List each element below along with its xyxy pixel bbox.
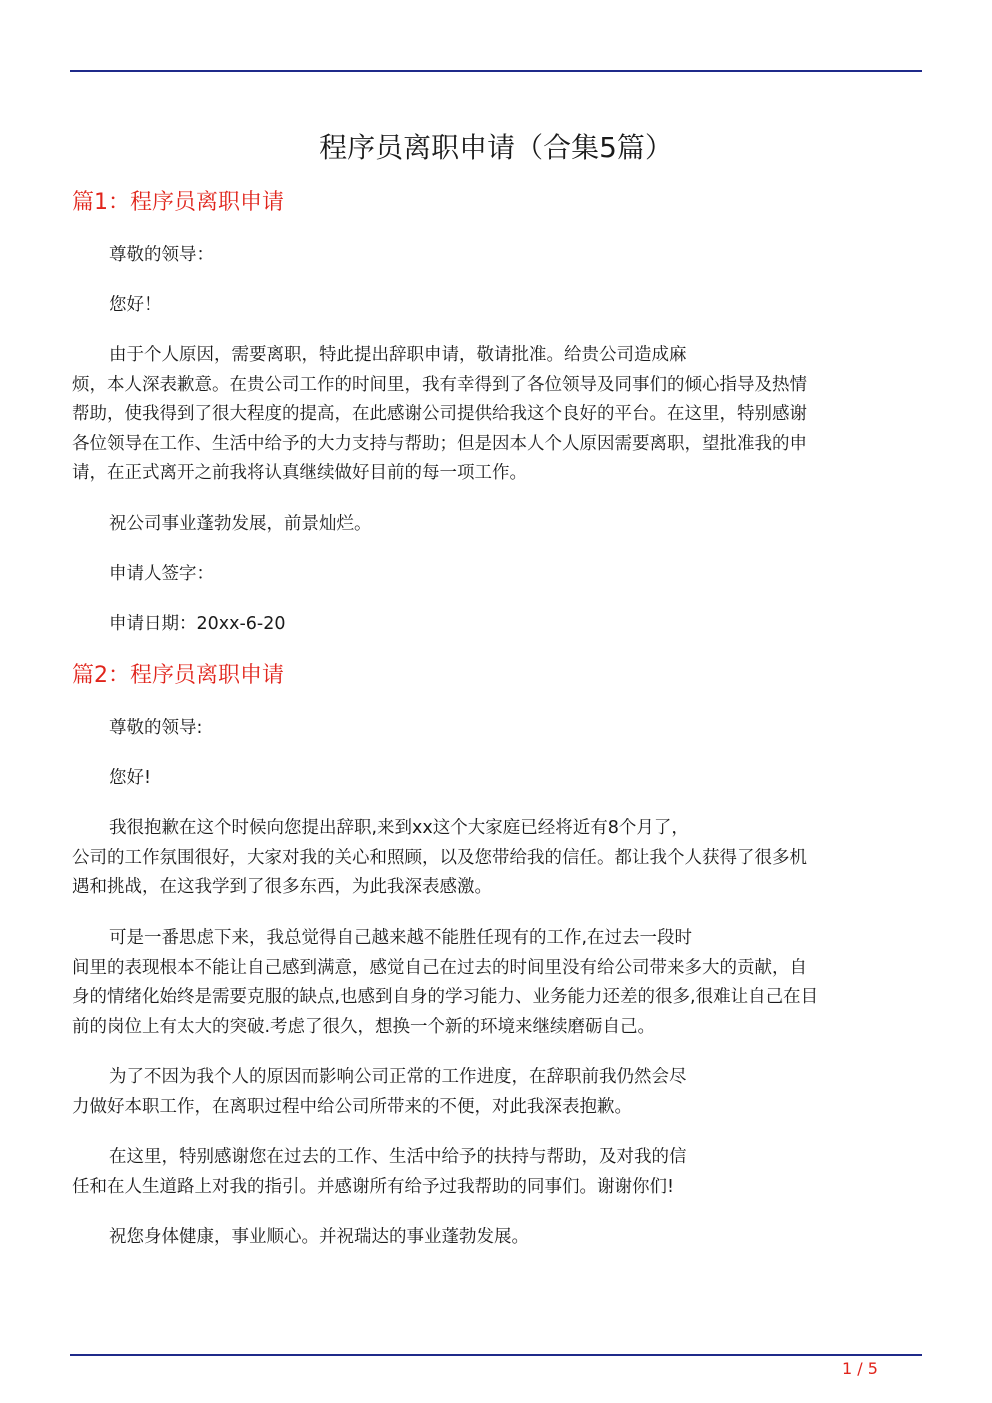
wish-2: 祝您身体健康，事业顺心。并祝瑞达的事业蓬勃发展。 [109, 1227, 529, 1247]
date-line: 申请日期：20xx-6-20 [109, 614, 286, 634]
footer-rule [70, 1354, 922, 1356]
body-paragraph-2c: 为了不因为我个人的原因而影响公司正常的工作进度，在辞职前我仍然会尽 力做好本职工作，在离职过程中给公司所带来的不便，对此我深表抱歉。 [72, 1067, 687, 1117]
salutation-2: 尊敬的领导: [109, 718, 203, 738]
page-number: 1 / 5 [842, 1359, 878, 1378]
section-heading-1: 篇1：程序员离职申请 [72, 190, 284, 215]
body-paragraph-1: 由于个人原因，需要离职，特此提出辞职申请，敬请批准。给贵公司造成麻 烦，本人深表歉意。在贵公司工作的时间里，我有幸得到了各位领导及同事们的倾心指导及热情 帮助，使我得到了很大程度的提高，在此感谢公司提供给我这个良好的平台。在这里，特别感谢 各位领导在工作、生活中给予的大力支持与帮助；但是因本人个人原因需要离职，望批准我的申 请，在正式离开之前我将认真继续做好目前的每一项工作。 [72, 345, 807, 483]
body-paragraph-2b: 可是一番思虑下来，我总觉得自己越来越不能胜任现有的工作,在过去一段时 间里的表现根本不能让自己感到满意，感觉自己在过去的时间里没有给公司带来多大的贡献，自 身的情绪化始终是需要克服的缺点,也感到自身的学习能力、业务能力还差的很多,很难让自己在目 前的岗位上有太大的突破.考虑了很久，想换一个新的环境来继续磨砺自己。 [72, 928, 819, 1037]
section-heading-2: 篇2：程序员离职申请 [72, 663, 284, 688]
document-title: 程序员离职申请（合集5篇） [319, 131, 673, 164]
header-rule [70, 70, 922, 72]
greeting-1: 您好！ [109, 295, 162, 315]
body-paragraph-2a: 我很抱歉在这个时候向您提出辞职,来到xx这个大家庭已经将近有8个月了， 公司的工作氛围很好，大家对我的关心和照顾，以及您带给我的信任。都让我个人获得了很多机 遇和挑战，在这我学到了很多东西，为此我深表感激。 [72, 818, 807, 897]
signature-line: 申请人签字： [109, 564, 214, 584]
salutation-1: 尊敬的领导： [109, 245, 214, 265]
wish-1: 祝公司事业蓬勃发展，前景灿烂。 [109, 514, 372, 534]
greeting-2: 您好! [109, 768, 152, 788]
body-paragraph-2d: 在这里，特别感谢您在过去的工作、生活中给予的扶持与帮助，及对我的信 任和在人生道路上对我的指引。并感谢所有给予过我帮助的同事们。谢谢你们! [72, 1147, 687, 1197]
